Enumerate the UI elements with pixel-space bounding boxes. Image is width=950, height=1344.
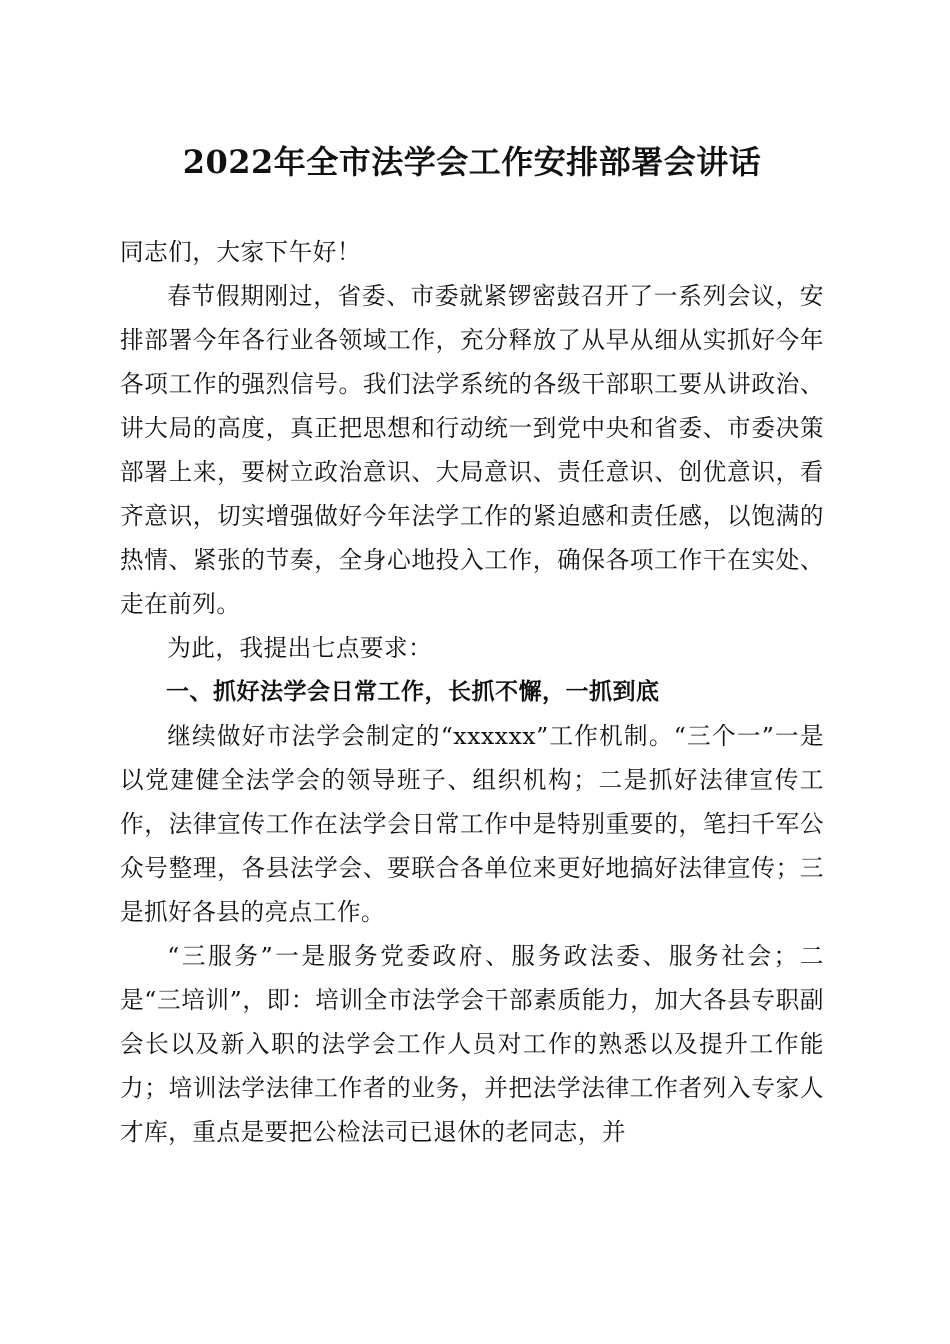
section1-paragraph-2: “三服务”一是服务党委政府、服务政法委、服务社会；二是“三培训”，即：培训全市法学会干部素质能力，加大各县专职副会长以及新入职的法学会工作人员对工作的熟悉以及提升工作能力；培训法学法律工作者的业务，并把法学法律工作者列入专家人才库，重点是要把公检法司已退休的老同志，并: [120, 942, 824, 1146]
document-title: 2022年全市法学会工作安排部署会讲话: [182, 143, 762, 181]
document-body: [120, 230, 824, 1154]
paragraph-requirements: 为此，我提出七点要求：: [167, 634, 433, 662]
section1-paragraph-1: 继续做好市法学会制定的“xxxxxx”工作机制。“三个一”一是以党建健全法学会的领导班子、组织机构；二是抓好法律宣传工作，法律宣传工作在法学会日常工作中是特别重要的，笔扫千军公众号整理，各县法学会、要联合各单位来更好地搞好法律宣传；三是抓好各县的亮点工作。: [120, 722, 824, 926]
section-heading-1: 一、抓好法学会日常工作，长抓不懈，一抓到底: [166, 679, 660, 705]
paragraph-intro: 春节假期刚过，省委、市委就紧锣密鼓召开了一系列会议，安排部署今年各行业各领域工作，充分释放了从早从细从实抓好今年各项工作的强烈信号。我们法学系统的各级干部职工要从讲政治、讲大局的高度，真正把思想和行动统一到党中央和省委、市委决策部署上来，要树立政治意识、大局意识、责任意识、创优意识，看齐意识，切实增强做好今年法学工作的紧迫感和责任感，以饱满的热情、紧张的节奏，全身心地投入工作，确保各项工作干在实处、走在前列。: [120, 282, 824, 618]
greeting: 同志们，大家下午好！: [120, 238, 361, 266]
